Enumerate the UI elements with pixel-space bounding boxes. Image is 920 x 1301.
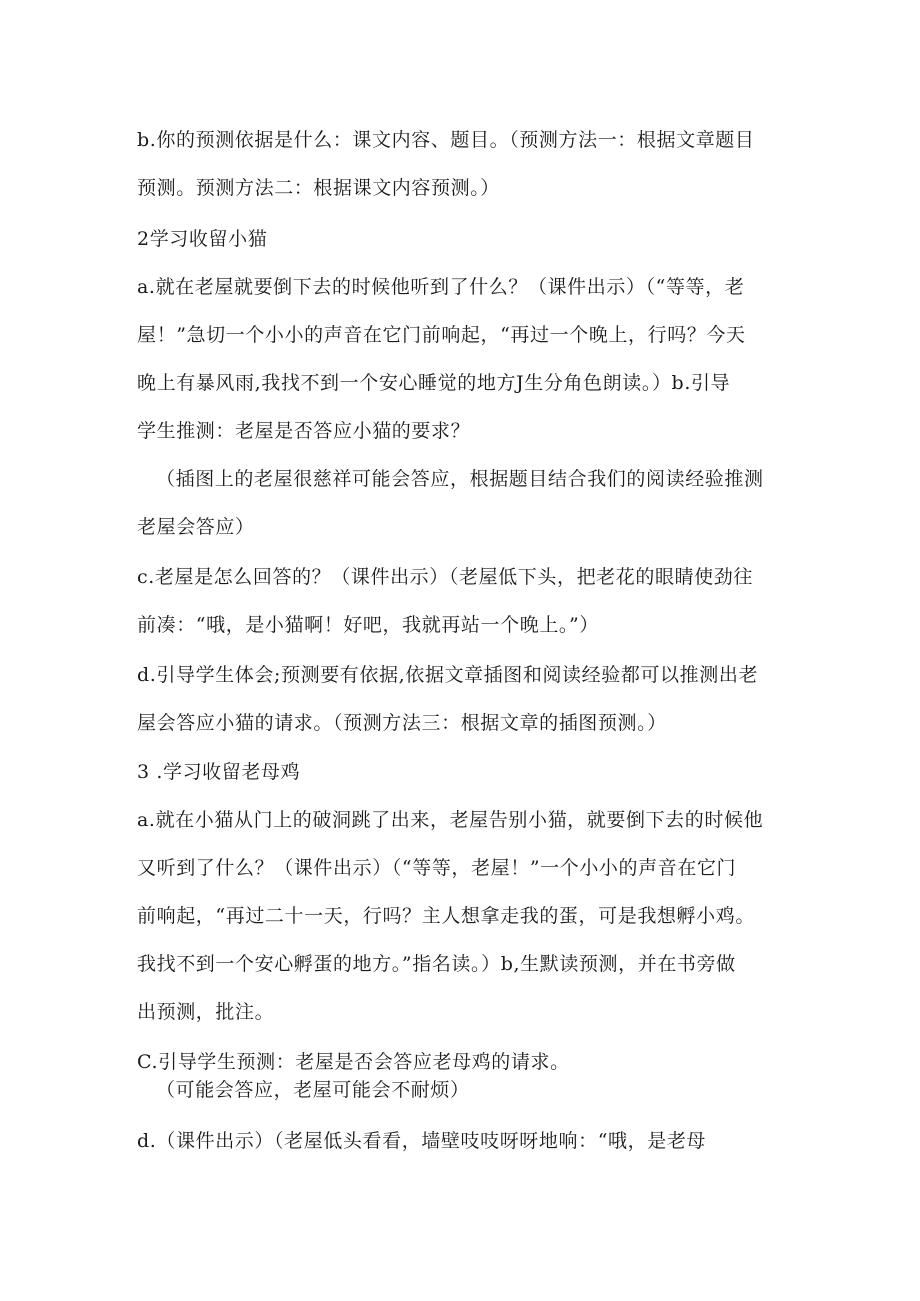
text-line: 晚上有暴风雨,我找不到一个安心睡觉的地方J生分角色朗读。）b.引导 bbox=[137, 372, 731, 394]
text-line: 又听到了什么？（课件出示）（“等等，老屋！”一个小小的声音在它门 bbox=[137, 857, 737, 879]
section-heading: 3 .学习收留老母鸡 bbox=[137, 761, 301, 783]
text-line: （插图上的老屋很慈祥可能会答应，根据题目结合我们的阅读经验推测 bbox=[156, 468, 764, 490]
text-line: 前凑：“哦，是小猫啊！好吧，我就再站一个晚上。”） bbox=[137, 614, 599, 636]
text-line: 预测。预测方法二：根据课文内容预测。） bbox=[137, 177, 500, 199]
text-line: d.（课件出示）（老屋低头看看，墙壁吱吱呀呀地响：“哦，是老母 bbox=[137, 1130, 707, 1152]
text-line: C.引导学生预测：老屋是否会答应老母鸡的请求。 bbox=[137, 1051, 570, 1073]
text-line: d.引导学生体会;预测要有依据,依据文章插图和阅读经验都可以推测出老 bbox=[137, 664, 759, 686]
text-line: （可能会答应，老屋可能会不耐烦） bbox=[156, 1079, 470, 1101]
text-line: c.老屋是怎么回答的？（课件出示）（老屋低下头，把老花的眼睛使劲往 bbox=[137, 566, 753, 588]
text-line: a.就在老屋就要倒下去的时候他听到了什么？（课件出示）（“等等，老 bbox=[137, 276, 745, 298]
text-line: a.就在小猫从门上的破洞跳了出来，老屋告别小猫，就要倒下去的时候他 bbox=[137, 809, 764, 831]
text-line: 前响起，“再过二十一天，行吗？主人想拿走我的蛋，可是我想孵小鸡。 bbox=[137, 905, 755, 927]
text-line: 屋会答应小猫的请求。（预测方法三：根据文章的插图预测。） bbox=[137, 712, 667, 734]
text-line: 老屋会答应） bbox=[137, 516, 255, 538]
text-line: 出预测，批注。 bbox=[137, 1001, 275, 1023]
text-line: 我找不到一个安心孵蛋的地方。”指名读。）b,生默读预测，并在书旁做 bbox=[137, 953, 736, 975]
section-heading: 2学习收留小猫 bbox=[137, 228, 268, 250]
text-line: 屋！”急切一个小小的声音在它门前响起，“再过一个晚上，行吗？今天 bbox=[137, 324, 746, 346]
text-line: b.你的预测依据是什么：课文内容、题目。（预测方法一：根据文章题目 bbox=[137, 129, 755, 151]
text-line: 学生推测：老屋是否答应小猫的要求？ bbox=[137, 420, 471, 442]
